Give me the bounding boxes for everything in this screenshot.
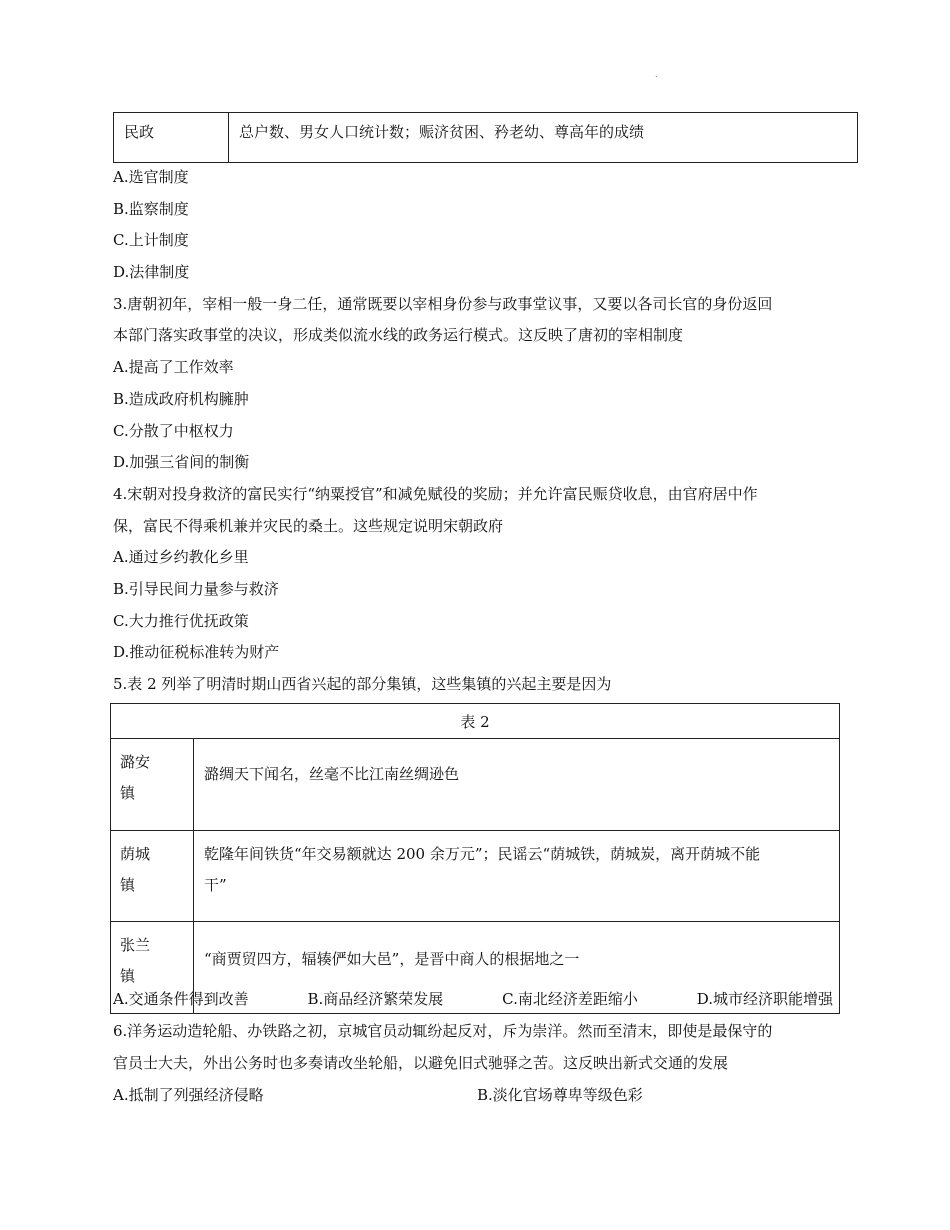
q2-option-b: B.监察制度 [113,200,189,218]
town-name-line2: 镇 [120,784,136,802]
q5-stem: 5.表 2 列举了明清时期山西省兴起的部分集镇，这些集镇的兴起主要是因为 [113,675,612,693]
q4-option-b: B.引导民间力量参与救济 [113,580,279,598]
town-description-line: 潞绸天下闻名，丝毫不比江南丝绸逊色 [204,765,460,783]
q3-option-c: C.分散了中枢权力 [113,422,234,440]
q5-option-a: A.交通条件得到改善 [113,990,249,1008]
town-name-line2: 镇 [120,876,136,894]
town-description [194,831,840,922]
page-dot: . [655,70,658,79]
q4-option-a: A.通过乡约教化乡里 [113,548,249,566]
town-description-line: 干” [204,876,227,894]
q6-option-b: B.淡化官场尊卑等级色彩 [477,1086,643,1104]
town-description [194,739,840,831]
town-name-line2: 镇 [120,967,136,985]
table-2 [110,703,840,1014]
q6-stem-line2: 官员士大夫，外出公务时也多奏请改坐轮船，以避免旧式驰驿之苦。这反映出新式交通的发展 [113,1054,729,1072]
q5-option-c: C.南北经济差距缩小 [502,990,638,1008]
table-row [111,831,840,922]
town-name [111,831,194,922]
table-row [111,739,840,831]
q4-stem-line1: 4.宋朝对投身救济的富民实行“纳粟授官”和减免赋役的奖励；并允许富民赈贷收息，由官府居中作 [113,485,758,503]
town-name-line1: 荫城 [120,845,151,863]
q2-option-d: D.法律制度 [113,263,190,281]
q3-stem-line1: 3.唐朝初年，宰相一般一身二任，通常既要以宰相身份参与政事堂议事，又要以各司长官的身份返回 [113,295,773,313]
table-2-caption: 表 2 [111,704,840,739]
town-name-line1: 潞安 [120,753,151,771]
town-name [111,739,194,831]
q5-option-b: B.商品经济繁荣发展 [307,990,444,1008]
q6-option-a: A.抵制了列强经济侵略 [113,1086,264,1104]
top-table-label: 民政 [114,113,229,163]
q3-option-a: A.提高了工作效率 [113,358,234,376]
q5-option-d: D.城市经济职能增强 [696,990,833,1008]
town-name-line1: 张兰 [120,936,151,954]
q6-stem-line1: 6.洋务运动造轮船、办铁路之初，京城官员动辄纷起反对，斥为崇洋。然而至清末，即使是最保守的 [113,1022,773,1040]
q4-option-d: D.推动征税标准转为财产 [113,643,280,661]
top-table [113,112,858,163]
town-description-line: 乾隆年间铁货“年交易额就达 200 余万元”；民谣云“荫城铁，荫城炭，离开荫城不能 [204,845,761,863]
top-table-content: 总户数、男女人口统计数；赈济贫困、矜老幼、尊高年的成绩 [229,113,858,163]
q3-stem-line2: 本部门落实政事堂的决议，形成类似流水线的政务运行模式。这反映了唐初的宰相制度 [113,326,684,344]
q2-option-a: A.选官制度 [113,168,189,186]
q3-option-b: B.造成政府机构臃肿 [113,390,249,408]
q2-option-c: C.上计制度 [113,231,189,249]
q3-option-d: D.加强三省间的制衡 [113,453,250,471]
q5-options [113,988,833,1009]
q4-stem-line2: 保，富民不得乘机兼并灾民的桑土。这些规定说明宋朝政府 [113,517,504,535]
q4-option-c: C.大力推行优抚政策 [113,612,249,630]
town-description-line: “商贾贸四方，辐辏俨如大邑”，是晋中商人的根据地之一 [204,950,580,968]
